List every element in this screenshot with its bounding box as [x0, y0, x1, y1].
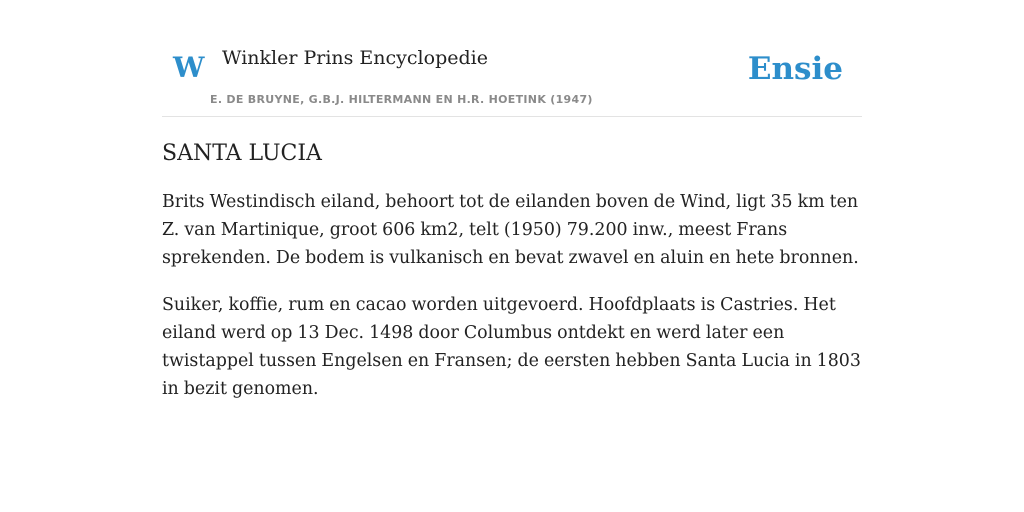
encyclopedia-authors: E. DE BRUYNE, G.B.J. HILTERMANN EN H.R. HOETINK (1947) [210, 93, 593, 106]
article-paragraph: Brits Westindisch eiland, behoort tot de eilanden boven de Wind, ligt 35 km ten Z. van Martinique, groot 606 km2, telt (1950) 79.200 inw., meest Frans sprekenden. De bodem is vulkanisch en bevat zwavel en aluin en hete bronnen. [162, 192, 859, 268]
article [162, 138, 867, 403]
page-header [162, 0, 862, 117]
ensie-brand-link[interactable]: Ensie [747, 51, 843, 87]
article-title: SANTA LUCIA [162, 141, 322, 166]
encyclopedia-title: Winkler Prins Encyclopedie [222, 47, 488, 69]
article-paragraph: Suiker, koffie, rum en cacao worden uitgevoerd. Hoofdplaats is Castries. Het eiland werd op 13 Dec. 1498 door Columbus ontdekt en werd later een twistappel tussen Engelsen en Fransen; de eersten hebben Santa Lucia in 1803 in bezit genomen. [162, 295, 861, 399]
encyclopedia-logo-link[interactable]: W [173, 51, 205, 84]
